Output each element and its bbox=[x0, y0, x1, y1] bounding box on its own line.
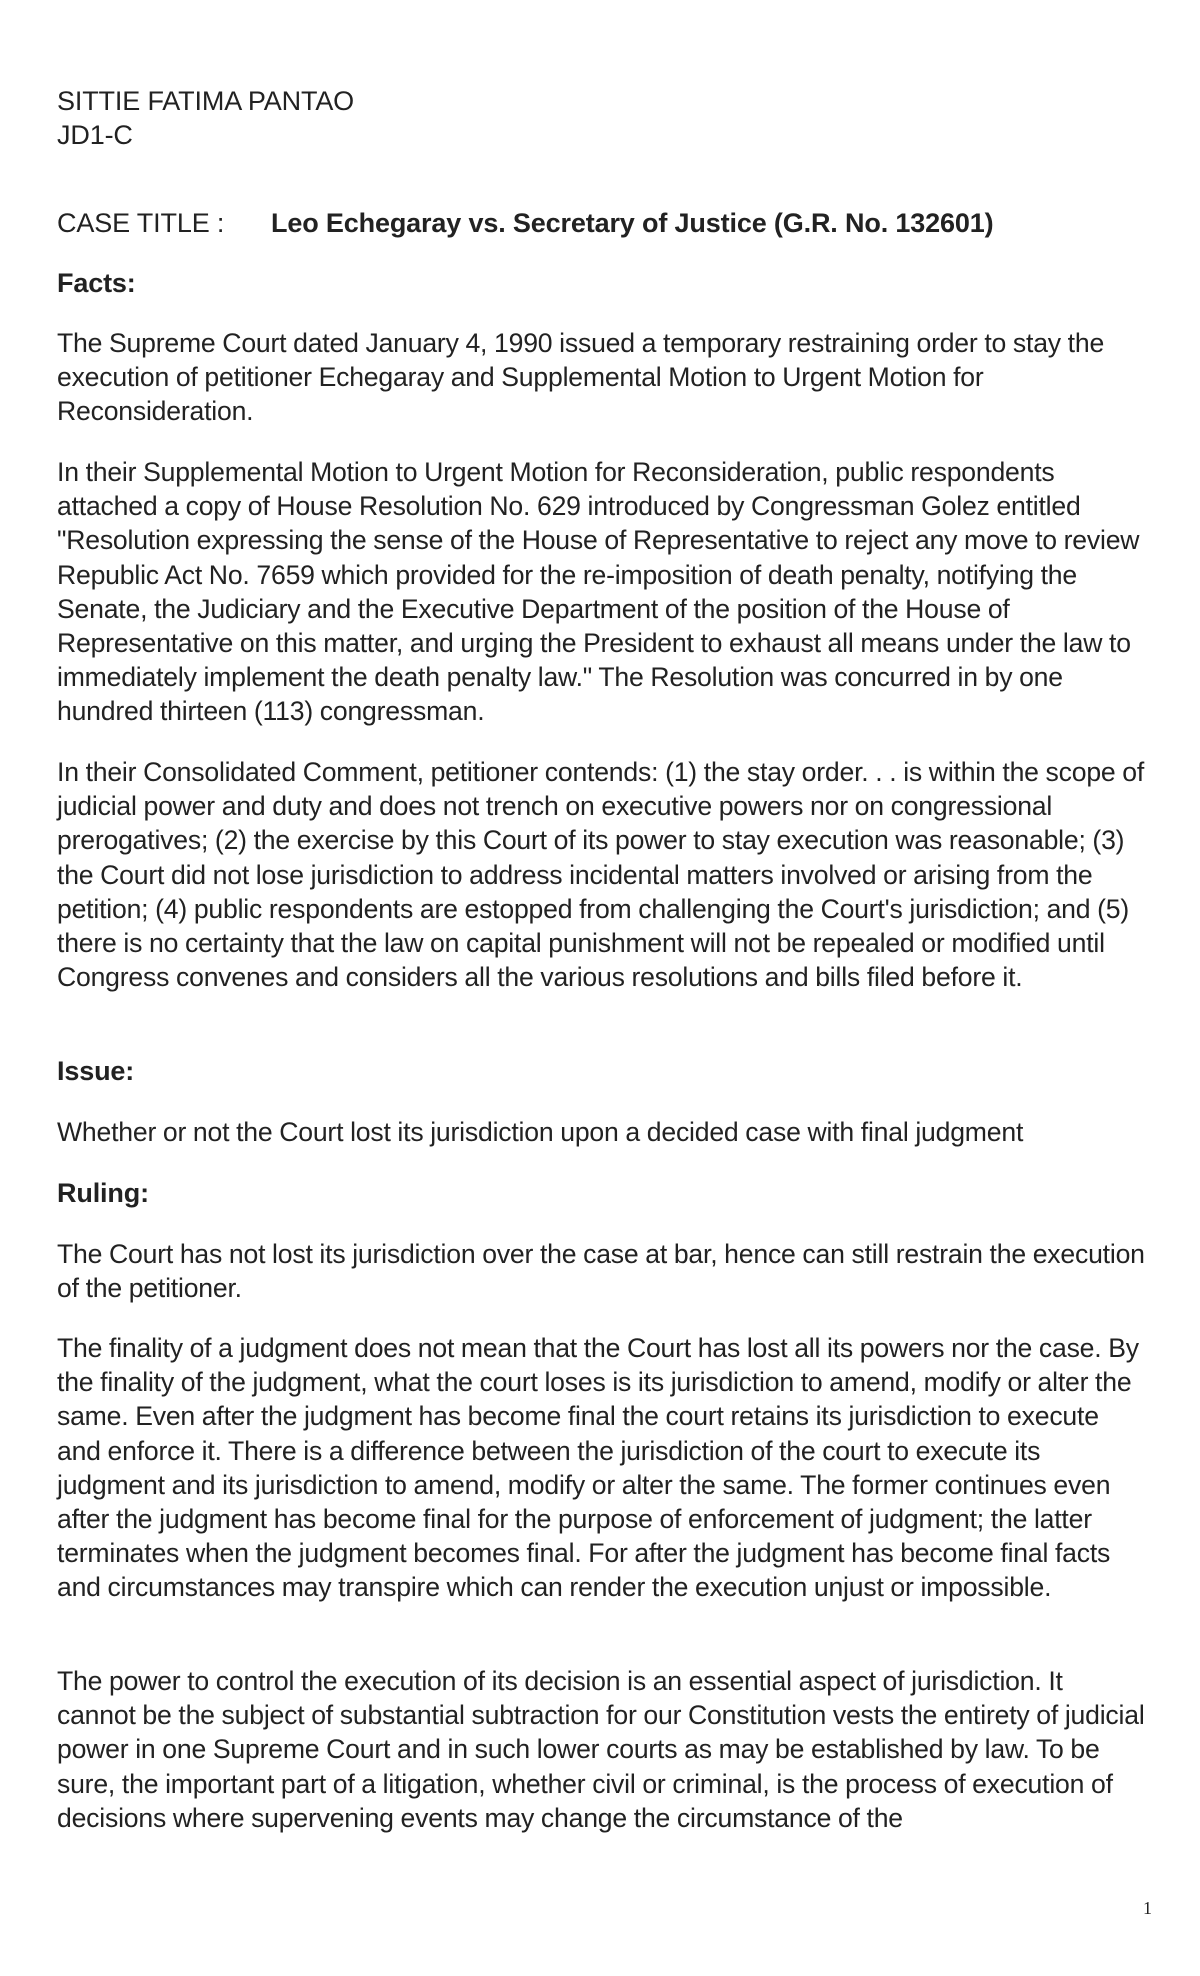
facts-paragraph: In their Consolidated Comment, petitioner contends: (1) the stay order. . . is within the scope of judicial power and duty and does not trench on executive powers nor on congressional prerogatives; (2) the exercise by this Court of its power to stay execution was reasonable; (3) the Court did not lose jurisdiction to address incidental matters involved or arising from the petition; (4) public respondents are estopped from challenging the Court's jurisdiction; and (5) there is no certainty that the law on capital punishment will not be repealed or modified until Congress convenes and considers all the various resolutions and bills filed before it. bbox=[57, 757, 1145, 993]
ruling-paragraph: The finality of a judgment does not mean that the Court has lost all its powers nor the case. By the finality of the judgment, what the court loses is its jurisdiction to amend, modify or alter the same. Even after the judgment has become final the court retains its jurisdiction to execute and enforce it. There is a difference between the jurisdiction of the court to execute its judgment and its jurisdiction to amend, modify or alter the same. The former continues even after the judgment has become final for the purpose of enforcement of judgment; the latter terminates when the judgment becomes final. For after the judgment has become final facts and circumstances may transpire which can render the execution unjust or impossible. bbox=[57, 1333, 1139, 1603]
facts-paragraph: The Supreme Court dated January 4, 1990 issued a temporary restraining order to stay the execution of petitioner Echegaray and Supplemental Motion to Urgent Motion for Reconsideration. bbox=[57, 328, 1105, 427]
ruling-paragraph: The Court has not lost its jurisdiction over the case at bar, hence can still restrain the execution of the petitioner. bbox=[57, 1239, 1145, 1304]
issue-heading: Issue: bbox=[57, 1056, 135, 1086]
author-name: SITTIE FATIMA PANTAO bbox=[57, 86, 355, 116]
class-section: JD1-C bbox=[57, 120, 133, 150]
page-number: 1 bbox=[1143, 1898, 1152, 1918]
case-title-label: CASE TITLE : bbox=[57, 208, 225, 238]
facts-paragraph: In their Supplemental Motion to Urgent Motion for Reconsideration, public respondents attached a copy of House Resolution No. 629 introduced by Congressman Golez entitled "Resolution expressing the sense of the House of Representative to reject any move to review Republic Act No. 7659 which provided for the re-imposition of death penalty, notifying the Senate, the Judiciary and the Executive Department of the position of the House of Representative on this matter, and urging the President to exhaust all means under the law to immediately implement the death penalty law." The Resolution was concurred in by one hundred thirteen (113) congressman. bbox=[57, 457, 1140, 727]
facts-heading: Facts: bbox=[57, 268, 136, 298]
issue-paragraph: Whether or not the Court lost its jurisdiction upon a decided case with final judgment bbox=[57, 1117, 1024, 1147]
case-title-row bbox=[57, 206, 1157, 240]
case-title: Leo Echegaray vs. Secretary of Justice (G.R. No. 132601) bbox=[271, 208, 994, 238]
ruling-heading: Ruling: bbox=[57, 1178, 149, 1208]
ruling-paragraph: The power to control the execution of its decision is an essential aspect of jurisdiction. It cannot be the subject of substantial subtraction for our Constitution vests the entirety of judicial power in one Supreme Court and in such lower courts as may be established by law. To be sure, the important part of a litigation, whether civil or criminal, is the process of execution of decisions where supervening events may change the circumstance of the bbox=[57, 1666, 1145, 1833]
